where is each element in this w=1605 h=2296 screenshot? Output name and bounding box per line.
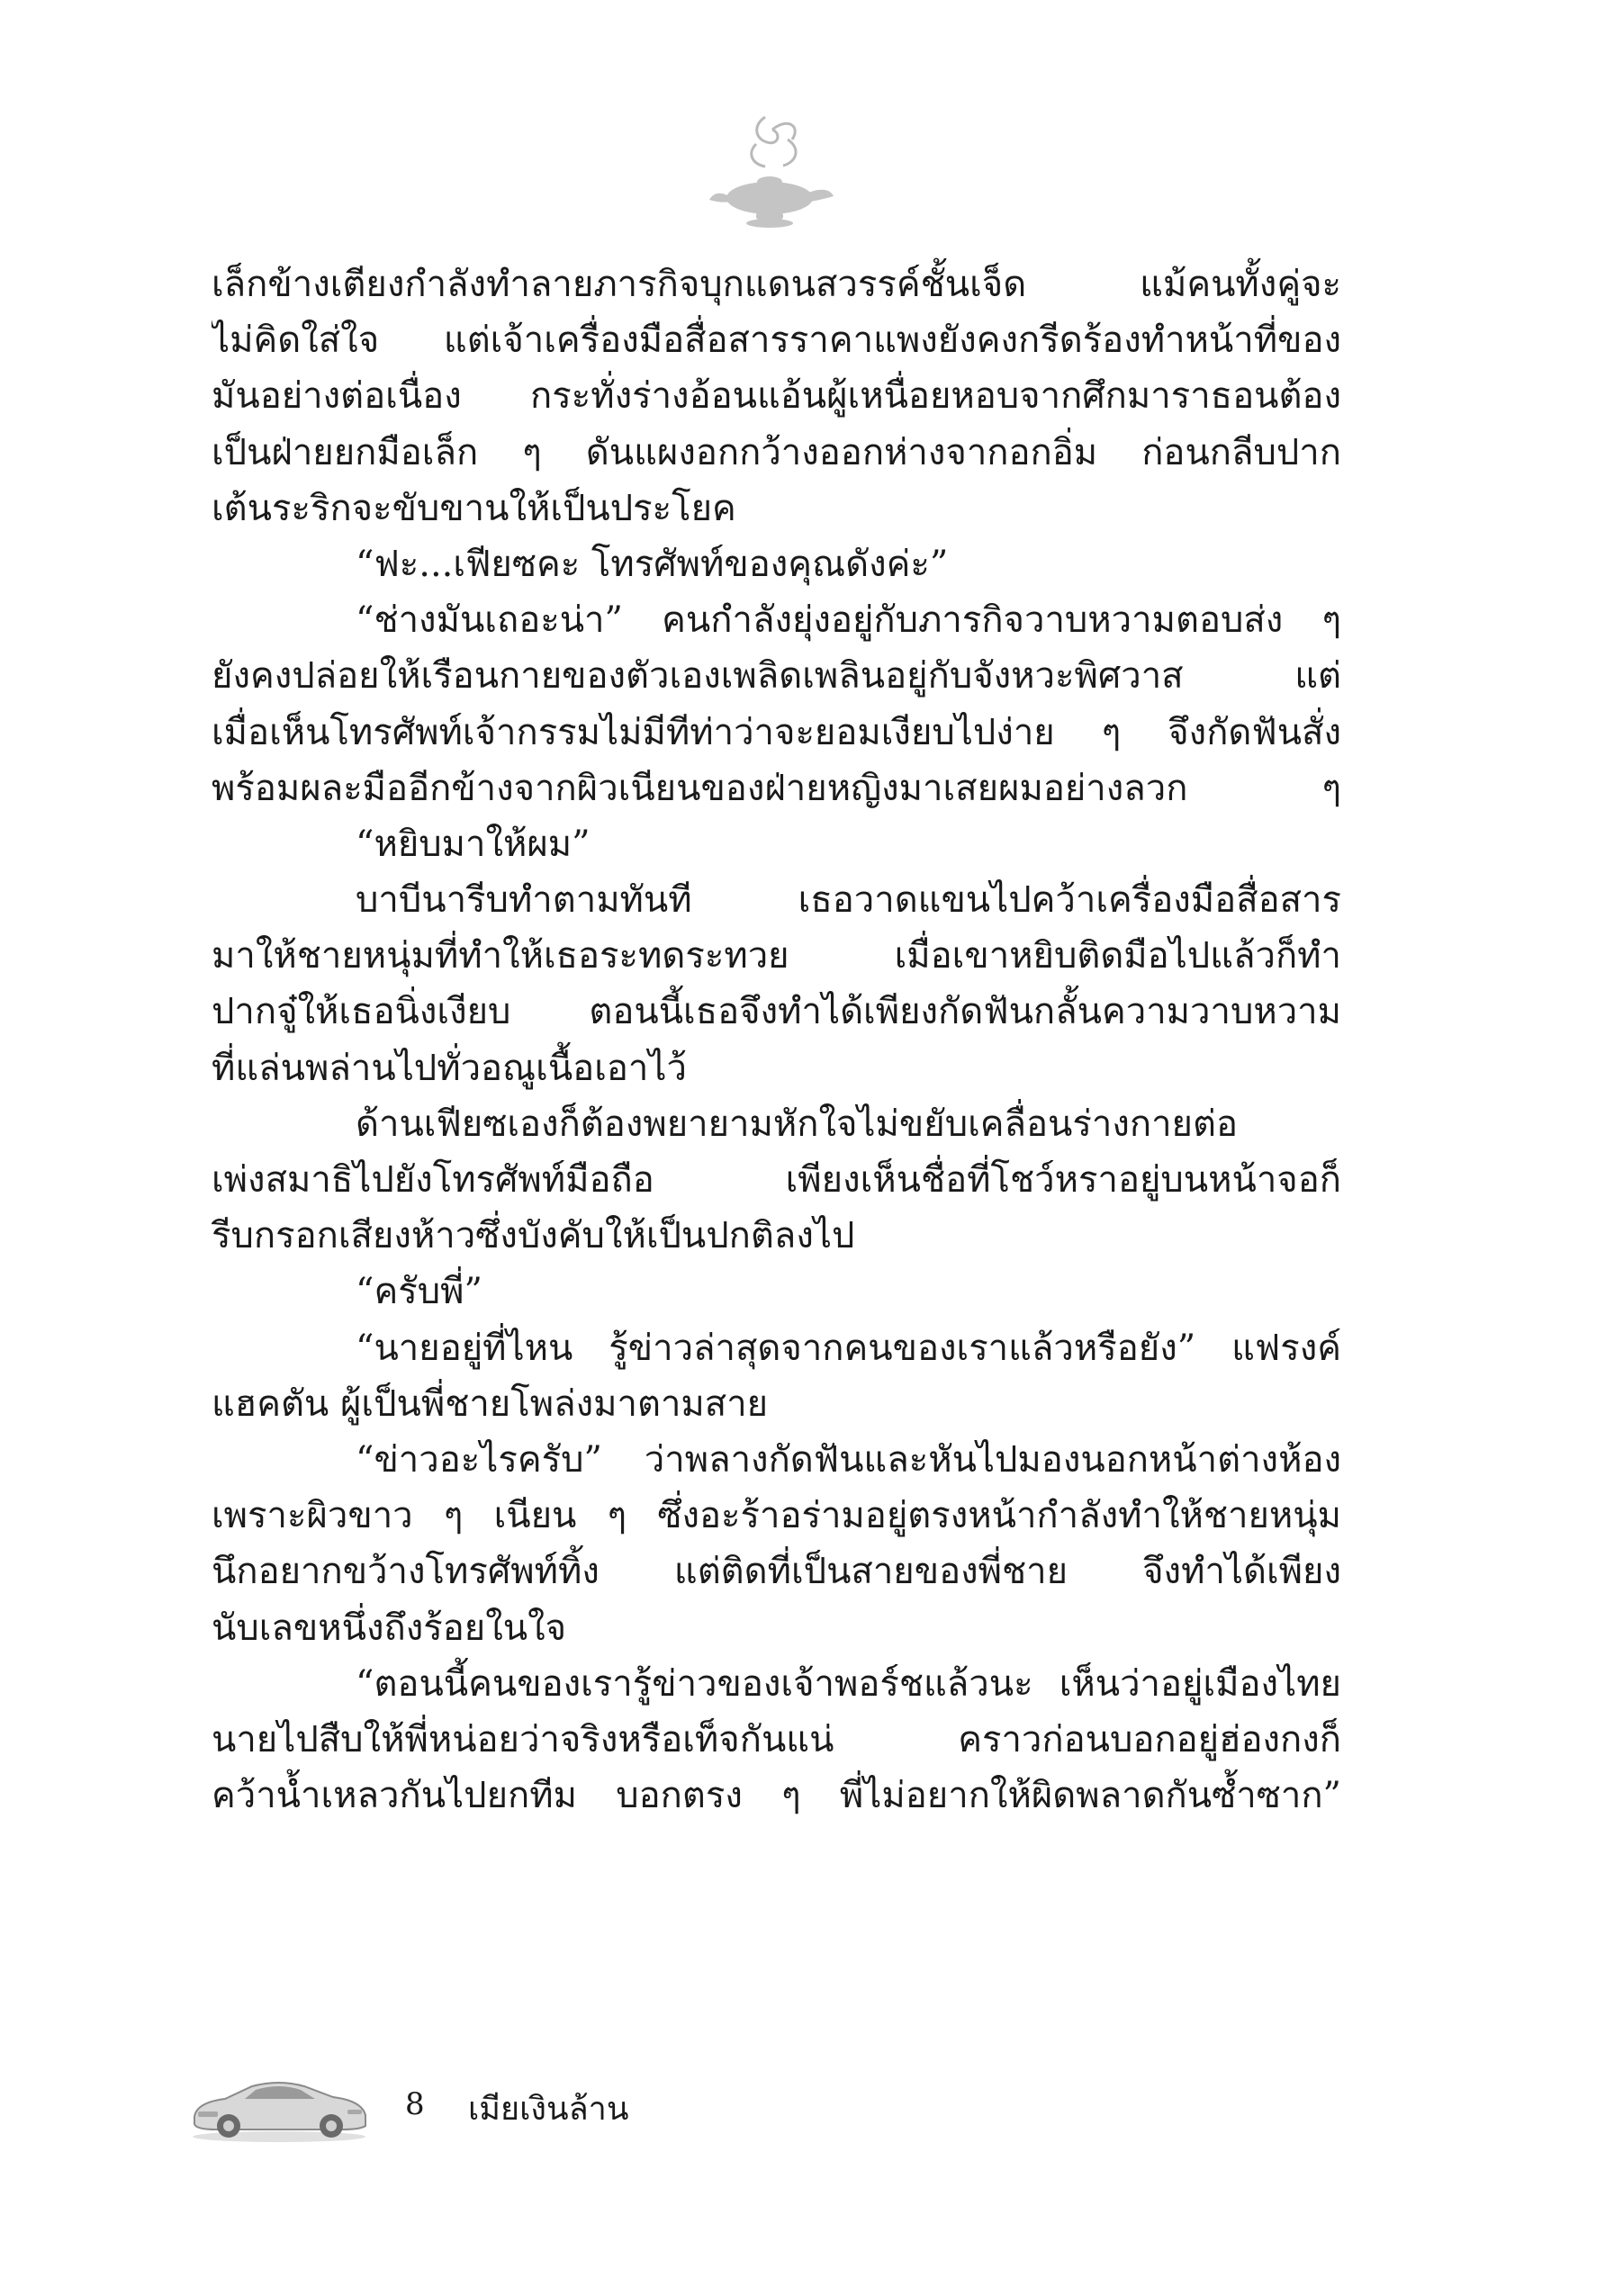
text-line: เล็กข้างเตียงกำลังทำลายภารกิจบุกแดนสวรรค์ชั้นเจ็ด แม้คนทั้งคู่จะ [212, 264, 1341, 305]
text-line: “ฟะ...เฟียซคะ โทรศัพท์ของคุณดังค่ะ” [356, 543, 949, 585]
text-line: “ข่าวอะไรครับ” ว่าพลางกัดฟันและหันไปมองนอกหน้าต่างห้อง [356, 1438, 1341, 1481]
text-line: ปากจู๋ให้เธอนิ่งเงียบ ตอนนี้เธอจึงทำได้เพียงกัดฟันกลั้นความวาบหวาม [212, 991, 1341, 1033]
sports-car-icon [189, 2070, 369, 2144]
text-line: บาบีนารีบทำตามทันที เธอวาดแขนไปคว้าเครื่องมือสื่อสาร [356, 879, 1341, 922]
text-line: มาให้ชายหนุ่มที่ทำให้เธอระทดระทวย เมื่อเขาหยิบติดมือไปแล้วก็ทำ [212, 935, 1341, 977]
text-line: ไม่คิดใส่ใจ แต่เจ้าเครื่องมือสื่อสารราคาแพงยังคงกรีดร้องทำหน้าที่ของ [212, 320, 1341, 362]
page-footer [189, 2063, 729, 2144]
text-line: นึกอยากขว้างโทรศัพท์ทิ้ง แต่ติดที่เป็นสายของพี่ชาย จึงทำได้เพียง [212, 1551, 1341, 1593]
text-line: “ตอนนี้คนของเรารู้ข่าวของเจ้าพอร์ชแล้วนะ เห็นว่าอยู่เมืองไทย [356, 1662, 1341, 1705]
text-line: คว้าน้ำเหลวกันไปยกทีม บอกตรง ๆ พี่ไม่อยากให้ผิดพลาดกันซ้ำซาก” [212, 1775, 1341, 1817]
text-line: เพ่งสมาธิไปยังโทรศัพท์มือถือ เพียงเห็นชื่อที่โชว์หราอยู่บนหน้าจอก็ [212, 1159, 1341, 1201]
text-line: ด้านเฟียซเองก็ต้องพยายามหักใจไม่ขยับเคลื่อนร่างกายต่อ [356, 1103, 1238, 1145]
text-line: ที่แล่นพล่านไปทั่วอณูเนื้อเอาไว้ [212, 1047, 687, 1089]
text-line: มันอย่างต่อเนื่อง กระทั่งร่างอ้อนแอ้นผู้เหนื่อยหอบจากศึกมาราธอนต้อง [212, 375, 1341, 418]
genie-lamp-icon [702, 99, 837, 243]
text-line: แฮคตัน ผู้เป็นพี่ชายโพล่งมาตามสาย [212, 1382, 769, 1425]
text-line: นับเลขหนึ่งถึงร้อยในใจ [212, 1607, 567, 1649]
text-line: เต้นระริกจะขับขานให้เป็นประโยค [212, 487, 736, 529]
text-line: ยังคงปล่อยให้เรือนกายของตัวเองเพลิดเพลินอยู่กับจังหวะพิศวาส แต่ [212, 655, 1341, 698]
text-line: เมื่อเห็นโทรศัพท์เจ้ากรรมไม่มีทีท่าว่าจะยอมเงียบไปง่าย ๆ จึงกัดฟันสั่ง [212, 711, 1341, 753]
text-line: พร้อมผละมืออีกข้างจากผิวเนียนของฝ่ายหญิงมาเสยผมอย่างลวก ๆ [212, 767, 1341, 809]
text-line: เป็นฝ่ายยกมือเล็ก ๆ ดันแผงอกกว้างออกห่างจากอกอิ่ม ก่อนกลีบปาก [212, 431, 1341, 473]
text-line: เพราะผิวขาว ๆ เนียน ๆ ซึ่งอะร้าอร่ามอยู่ตรงหน้ากำลังทำให้ชายหนุ่ม [212, 1495, 1341, 1537]
body-text [212, 257, 1341, 1823]
text-line: “นายอยู่ที่ไหน รู้ข่าวล่าสุดจากคนของเราแล้วหรือยัง” แฟรงค์ [356, 1327, 1341, 1369]
book-title: เมียเงินล้าน [468, 2091, 629, 2128]
text-line: นายไปสืบให้พี่หน่อยว่าจริงหรือเท็จกันแน่ คราวก่อนบอกอยู่ฮ่องกงก็ [212, 1718, 1341, 1760]
text-line: “ช่างมันเถอะน่า” คนกำลังยุ่งอยู่กับภารกิจวาบหวามตอบส่ง ๆ [356, 599, 1341, 642]
text-line: รีบกรอกเสียงห้าวซึ่งบังคับให้เป็นปกติลงไป [212, 1215, 855, 1257]
page-number: 8 [405, 2086, 425, 2122]
text-line: “หยิบมาให้ผม” [356, 823, 591, 865]
text-line: “ครับพี่” [356, 1271, 482, 1313]
